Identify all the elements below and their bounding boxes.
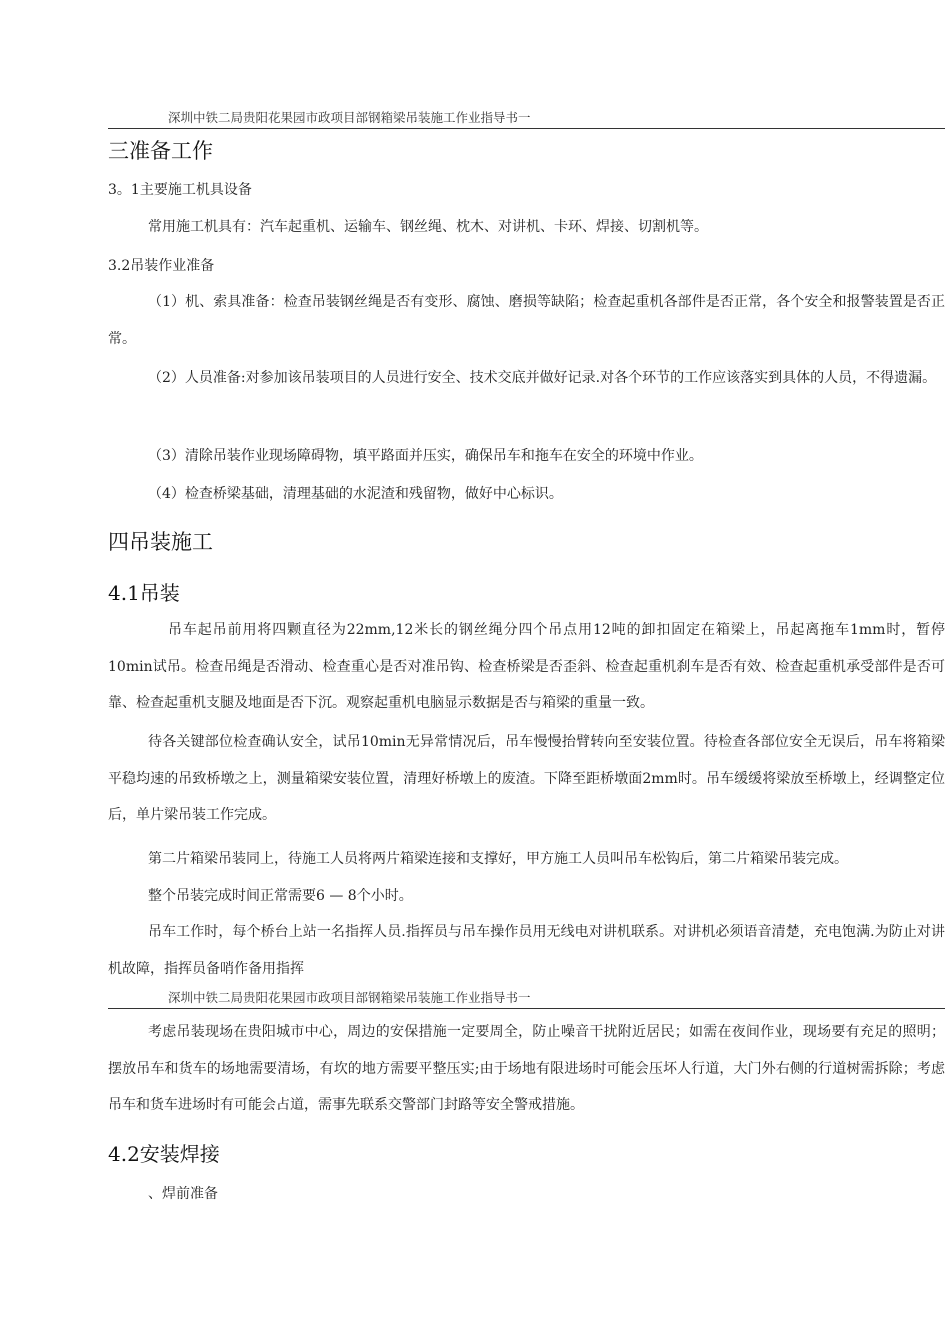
prep-item-2: （2）人员准备:对参加该吊装项目的人员进行安全、技术交底并做好记录.对各个环节的工作应该落实到具体的人员，不得遗漏。 — [148, 370, 937, 386]
lifting-paragraph-3: 第二片箱梁吊装同上，待施工人员将两片箱梁连接和支撑好，甲方施工人员叫吊车松钩后，第二片箱梁吊装完成。 — [148, 851, 848, 867]
lifting-paragraph-2: 待各关键部位检查确认安全，试吊10min无异常情况后，吊车慢慢抬臂转向至安装位置。待检查各部位安全无误后，吊车将箱梁平稳均速的吊致桥墩之上，测量箱梁安装位置，清理好桥墩上的废渣。下降至距桥墩面2mm时。吊车缓缓将梁放至桥墩上，经调整定位后，单片梁吊装工作完成。 — [108, 734, 945, 823]
prep-item-3: （3）清除吊装作业现场障碍物，填平路面并压实，确保吊车和拖车在安全的环境中作业。 — [148, 448, 703, 464]
header-text-2: 深圳中铁二局贵阳花果园市政项目部钢箱梁吊装施工作业指导书一 — [168, 990, 531, 1005]
section-4-title: 四吊装施工 — [108, 530, 213, 554]
prep-item-4: （4）检查桥梁基础，清理基础的水泥渣和残留物，做好中心标识。 — [148, 486, 563, 502]
section-3-title: 三准备工作 — [108, 139, 213, 163]
section-4-2-title: 4.2安装焊接 — [108, 1142, 220, 1166]
lifting-paragraph-6: 考虑吊装现场在贵阳城市中心，周边的安保措施一定要周全，防止噪音干扰附近居民；如需在夜间作业，现场要有充足的照明；摆放吊车和货车的场地需要清场，有坎的地方需要平整压实;由于场地有限进场时可能会压坏人行道，大门外右侧的行道树需拆除；考虑吊车和货车进场时有可能会占道，需事先联系交警部门封路等安全警戒措施。 — [108, 1024, 945, 1113]
section-4-1-title: 4.1吊装 — [108, 581, 180, 605]
section-3-2-title: 3.2吊装作业准备 — [108, 258, 215, 274]
header-text: 深圳中铁二局贵阳花果园市政项目部钢箱梁吊装施工作业指导书一 — [168, 110, 531, 125]
section-3-1-title: 3。1主要施工机具设备 — [108, 182, 252, 198]
lifting-paragraph-4: 整个吊装完成时间正常需要6 — 8个小时。 — [148, 888, 413, 904]
section-3-1-text: 常用施工机具有：汽车起重机、运输车、钢丝绳、枕木、对讲机、卡环、焊接、切割机等。 — [148, 219, 708, 235]
lifting-paragraph-1: 吊车起吊前用将四颗直径为22mm,12米长的钢丝绳分四个吊点用12吨的卸扣固定在箱梁上，吊起离拖车1mm时，暂停10min试吊。检查吊绳是否滑动、检查重心是否对准吊钩、检查桥梁是否歪斜、检查起重机刹车是否有效、检查起重机承受部件是否可靠、检查起重机支腿及地面是否下沉。观察起重机电脑显示数据是否与箱梁的重量一致。 — [108, 622, 945, 711]
running-header — [108, 108, 945, 129]
prep-item-1: （1）机、索具准备：检查吊装钢丝绳是否有变形、腐蚀、磨损等缺陷；检查起重机各部件是否正常，各个安全和报警装置是否正常。 — [108, 294, 945, 347]
lifting-paragraph-5: 吊车工作时，每个桥台上站一名指挥人员.指挥员与吊车操作员用无线电对讲机联系。对讲机必须语音清楚，充电饱满.为防止对讲机故障，指挥员备哨作备用指挥 — [108, 924, 945, 977]
running-header-2 — [108, 988, 945, 1009]
welding-prep-item: 、焊前准备 — [148, 1186, 218, 1202]
